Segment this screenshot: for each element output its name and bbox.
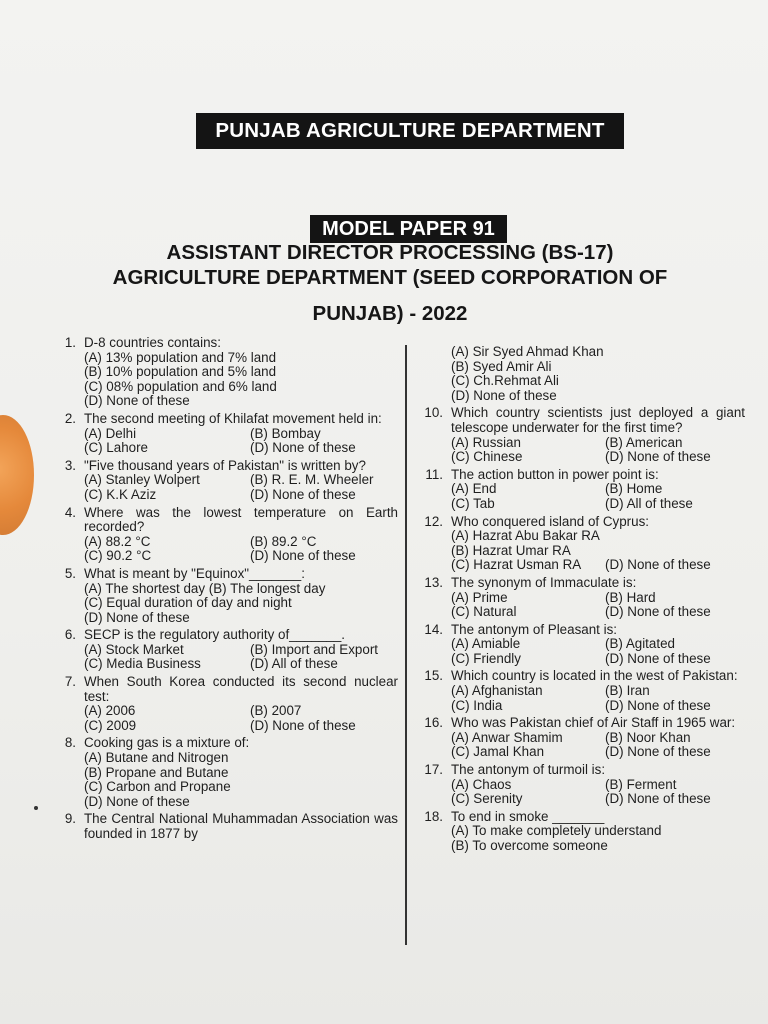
answer-option: (D) None of these <box>250 440 356 456</box>
answer-option: (C) Chinese <box>451 449 523 465</box>
answer-option: (A) End <box>451 481 497 497</box>
answer-options-grid <box>84 427 398 456</box>
question-text: Cooking gas is a mixture of: <box>84 735 250 751</box>
question-text: The Central National Muhammadan Association was founded in 1877 by <box>84 811 398 841</box>
question-number: 1. <box>64 335 76 350</box>
answer-option: (B) 89.2 °C <box>250 533 317 549</box>
answer-option: (D) None of these <box>250 486 356 502</box>
answer-option: (B) Iran <box>605 683 650 699</box>
answer-option: (A) Delhi <box>84 425 137 441</box>
question-number: 6. <box>64 627 76 643</box>
answer-option: (A) Stock Market <box>84 641 184 657</box>
answer-option: (C) India <box>451 697 503 713</box>
question-text: What is meant by "Equinox"_______: <box>84 565 305 581</box>
answer-option: (B) Hard <box>605 589 656 605</box>
answer-option: (D) None of these <box>605 650 711 666</box>
answer-option: (A) Stanley Wolpert <box>84 472 200 488</box>
answer-option: (D) None of these <box>84 393 190 409</box>
answer-option: (C) Tab <box>451 495 495 511</box>
question-item <box>415 763 745 807</box>
answer-option: (D) None of these <box>250 548 356 564</box>
question-number: 12. <box>424 513 443 529</box>
answer-options-grid <box>84 704 398 733</box>
answer-options-grid <box>451 637 745 666</box>
answer-option: (B) Import and Export <box>250 641 379 657</box>
question-number: 9. <box>64 811 76 827</box>
answer-option: (D) All of these <box>605 495 693 511</box>
answer-option: (C) Hazrat Usman RA <box>451 557 582 573</box>
answer-option: (D) None of these <box>605 791 711 807</box>
question-item <box>48 628 398 672</box>
thumb-in-photo <box>0 415 34 535</box>
answer-options-grid <box>451 731 745 760</box>
question-number: 15. <box>424 668 443 684</box>
answer-option: (A) Prime <box>451 589 508 605</box>
question-number: 3. <box>64 457 76 473</box>
question-item <box>48 336 398 409</box>
answer-option: (A) 13% population and 7% land <box>84 349 277 365</box>
answer-options <box>451 824 745 853</box>
department-title: PUNJAB AGRICULTURE DEPARTMENT <box>196 113 624 149</box>
answer-option: (D) None of these <box>84 793 190 809</box>
answer-option: (B) To overcome someone <box>451 838 608 853</box>
answer-options <box>451 529 745 558</box>
answer-option: (B) R. E. M. Wheeler <box>250 472 374 488</box>
question-item <box>48 459 398 503</box>
question-number: 18. <box>424 808 443 824</box>
paper-title-line-3: PUNJAB) - 2022 <box>312 302 468 325</box>
answer-option: (A) Sir Syed Ahmad Khan <box>451 344 604 359</box>
answer-option: (C) 08% population and 6% land <box>84 378 277 394</box>
question-text: Who was Pakistan chief of Air Staff in 1965 war: <box>451 715 736 731</box>
question-number: 2. <box>64 410 76 426</box>
column-divider <box>405 345 407 945</box>
answer-option: (C) 2009 <box>84 717 137 733</box>
question-text: The second meeting of Khilafat movement held in: <box>84 410 382 426</box>
answer-option: (A) Hazrat Abu Bakar RA <box>451 528 600 544</box>
question-text: Where was the lowest temperature on Earth recorded? <box>84 504 398 535</box>
question-item <box>48 675 398 733</box>
question-item <box>48 736 398 809</box>
question-number: 10. <box>424 405 443 421</box>
answer-options-grid <box>451 684 745 713</box>
left-question-column <box>48 336 398 845</box>
answer-options-grid <box>84 643 398 672</box>
answer-option: (A) 88.2 °C <box>84 533 151 549</box>
question-text: Who conquered island of Cyprus: <box>451 513 649 529</box>
question-text: "Five thousand years of Pakistan" is written by? <box>84 457 366 473</box>
answer-option: (A) Russian <box>451 434 521 450</box>
question-item <box>415 406 745 464</box>
question-number: 4. <box>64 504 76 520</box>
answer-option: (D) None of these <box>605 449 711 465</box>
answer-option: (B) Home <box>605 481 663 497</box>
answer-options-grid <box>451 482 745 511</box>
answer-option: (A) 2006 <box>84 703 136 719</box>
answer-options <box>84 582 398 626</box>
answer-options-grid <box>451 436 745 465</box>
answer-option: (C) Media Business <box>84 656 201 672</box>
question-text: The antonym of turmoil is: <box>451 762 606 778</box>
question-item <box>415 468 745 512</box>
answer-option: (C) Serenity <box>451 791 523 807</box>
answer-option: (A) Butane and Nitrogen <box>84 750 229 766</box>
question-text: SECP is the regulatory authority of_______. <box>84 627 346 643</box>
answer-option: (B) Ferment <box>605 776 677 792</box>
answer-option: (C) 90.2 °C <box>84 548 152 564</box>
question-number: 11. <box>425 466 443 482</box>
answer-options <box>451 345 745 403</box>
question-number: 7. <box>64 674 76 690</box>
question-text: The synonym of Immaculate is: <box>451 574 637 590</box>
question-item <box>48 506 398 564</box>
answer-option: (C) Equal duration of day and night <box>84 595 292 611</box>
question-item <box>48 812 398 841</box>
question-text: D-8 countries contains: <box>84 335 221 350</box>
answer-option: (B) 10% population and 5% land <box>84 364 277 380</box>
answer-option: (C) Ch.Rehmat Ali <box>451 373 559 389</box>
answer-option: (D) None of these <box>605 697 711 713</box>
answer-option: (B) 2007 <box>250 703 302 719</box>
question-text: Which country is located in the west of Pakistan: <box>451 668 738 684</box>
answer-option: (B) American <box>605 434 683 450</box>
question-item <box>415 810 745 854</box>
question-item <box>48 567 398 625</box>
question-number: 13. <box>424 574 443 590</box>
right-question-column <box>415 345 745 857</box>
margin-dot <box>34 806 38 810</box>
answer-option: (D) None of these <box>605 557 711 573</box>
answer-option: (A) Amiable <box>451 636 521 652</box>
question-item <box>415 345 745 403</box>
model-paper-label: MODEL PAPER 91 <box>310 215 507 243</box>
question-item <box>48 412 398 456</box>
question-number: 14. <box>424 621 443 637</box>
answer-option: (C) K.K Aziz <box>84 486 157 502</box>
answer-option: (A) Afghanistan <box>451 683 543 699</box>
question-number: 8. <box>64 735 76 751</box>
answer-option: (A) Chaos <box>451 776 512 792</box>
answer-option: (C) Carbon and Propane <box>84 779 231 795</box>
answer-options-grid <box>451 591 745 620</box>
answer-option: (D) None of these <box>605 604 711 620</box>
answer-options <box>84 351 398 409</box>
answer-options-grid <box>84 535 398 564</box>
answer-option: (D) None of these <box>605 744 711 760</box>
question-number: 5. <box>64 565 76 581</box>
answer-options-grid <box>451 778 745 807</box>
answer-option: (B) Syed Amir Ali <box>451 358 552 374</box>
paper-title-line-1: ASSISTANT DIRECTOR PROCESSING (BS-17) <box>166 241 614 264</box>
question-item <box>415 515 745 573</box>
answer-option: (C) Jamal Khan <box>451 744 545 760</box>
question-item <box>415 669 745 713</box>
answer-option: (B) Propane and Butane <box>84 764 229 780</box>
answer-option: (A) Anwar Shamim <box>451 729 563 745</box>
answer-options-grid <box>451 558 745 573</box>
question-item <box>415 576 745 620</box>
question-text: The action button in power point is: <box>451 466 659 482</box>
answer-option: (B) Agitated <box>605 636 675 652</box>
answer-option: (C) Friendly <box>451 650 521 666</box>
answer-options-grid <box>84 473 398 502</box>
answer-option: (A) To make completely understand <box>451 823 662 839</box>
question-text: To end in smoke _______ <box>451 808 605 824</box>
answer-option: (C) Lahore <box>84 440 149 456</box>
question-text: The antonym of Pleasant is: <box>451 621 617 637</box>
answer-option: (D) All of these <box>250 656 338 672</box>
answer-option: (B) Hazrat Umar RA <box>451 542 571 558</box>
answer-option: (C) Natural <box>451 604 517 620</box>
question-item <box>415 623 745 667</box>
paper-title-line-2: AGRICULTURE DEPARTMENT (SEED CORPORATION OF <box>112 266 668 289</box>
answer-option: (B) Bombay <box>250 425 321 441</box>
answer-option: (A) The shortest day (B) The longest day <box>84 580 326 596</box>
question-number: 16. <box>424 715 443 731</box>
question-text: When South Korea conducted its second nuclear test: <box>84 674 398 704</box>
answer-option: (B) Noor Khan <box>605 729 691 745</box>
answer-option: (D) None of these <box>84 609 190 625</box>
answer-option: (D) None of these <box>250 717 356 733</box>
question-item <box>415 716 745 760</box>
answer-options <box>84 751 398 809</box>
question-number: 17. <box>424 762 443 778</box>
answer-option: (D) None of these <box>451 387 557 403</box>
question-text: Which country scientists just deployed a giant telescope underwater for the first time? <box>451 405 745 435</box>
